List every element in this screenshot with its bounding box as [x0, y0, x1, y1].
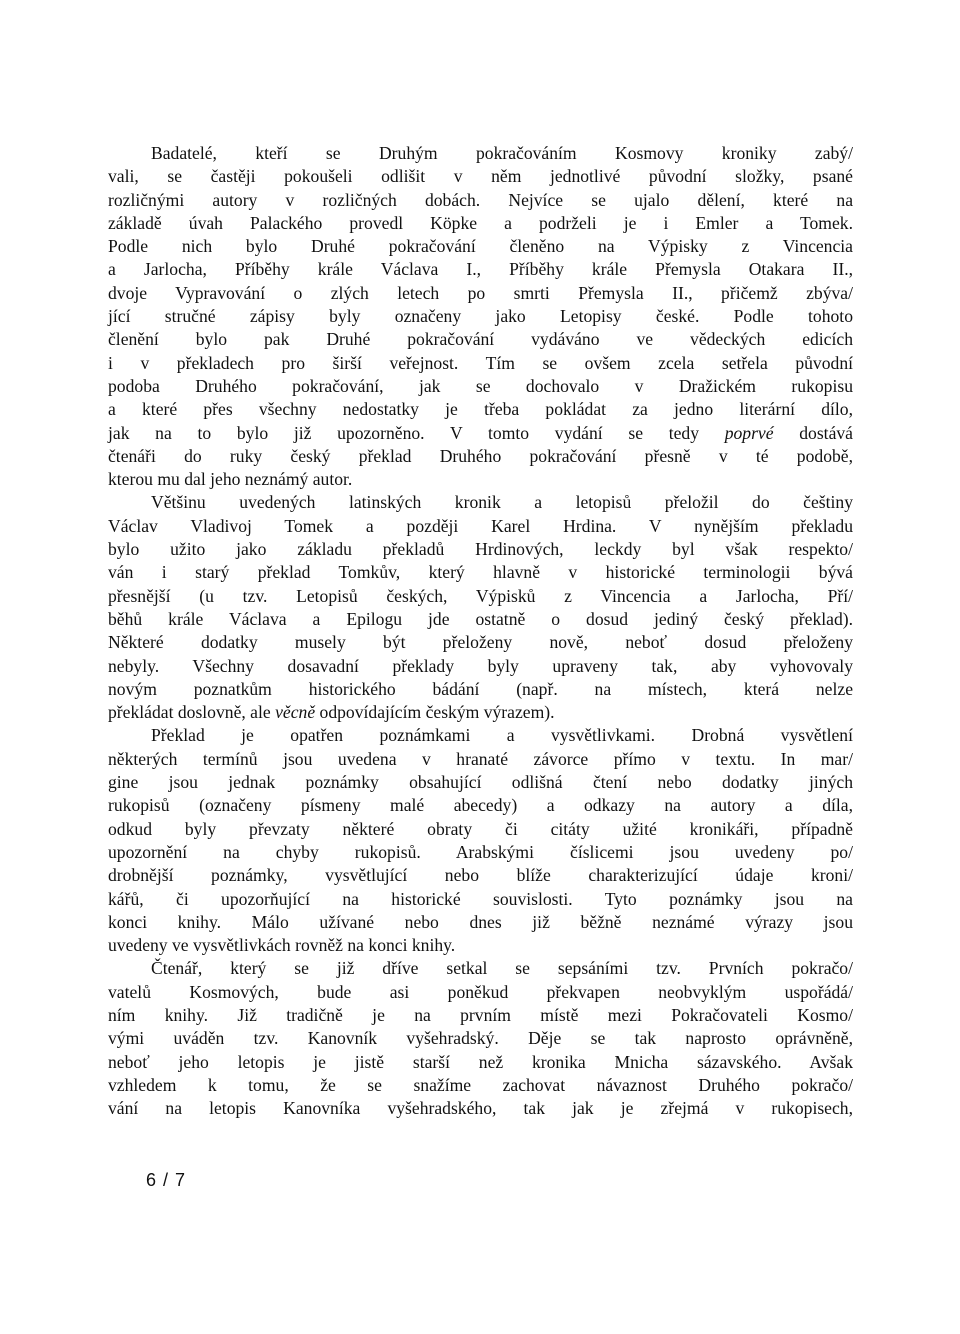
paragraph4-line: vání na letopis Kanovníka vyšehradského, tak jak je zřejmá v rukopisech,: [108, 1098, 853, 1119]
paragraph2-line: Václav Vladivoj Tomek a později Karel Hrdina. V nynějším překladu: [108, 515, 853, 536]
paragraph1-line: vali, se častěji pokoušeli odlišit v něm jednotlivé původní složky, psané: [108, 166, 853, 187]
paragraph4-line: vatelů Kosmových, bude asi poněkud překvapen neobvyklým uspořádá/: [108, 981, 853, 1002]
paragraph2-line: nebyly. Všechny dosavadní překlady byly upraveny tak, aby vyhovovaly: [108, 655, 853, 676]
text-run: dostává: [773, 422, 853, 443]
text-run: odpovídajícím českým výrazem).: [315, 702, 555, 723]
paragraph1-line: základě úvah Palackého provedl Köpke a podrželi je i Emler a Tomek.: [108, 212, 853, 233]
paragraph3-line: konci knihy. Málo užívané nebo dnes již běžně neznámé výrazy jsou: [108, 911, 853, 932]
italic-emphasis: poprvé: [724, 422, 774, 443]
paragraph1-line: dvoje Vypravování o zlých letech po smrti Přemysla II., přičemž zbýva/: [108, 282, 853, 303]
paragraph1-line: i v překladech pro širší veřejnost. Tím se ovšem zcela setřela původní: [108, 352, 853, 373]
paragraph2-line: Některé dodatky musely být přeloženy nově, neboť dosud přeloženy: [108, 632, 853, 653]
paragraph2-line: bylo užito jako základu překladů Hrdinových, leckdy byl však respekto/: [108, 539, 853, 560]
paragraph2-line: Většinu uvedených latinských kronik a letopisů přeložil do češtiny: [151, 492, 853, 513]
paragraph3-line: gine jsou jednak poznámky obsahující odlišná čtení nebo dodatky jiných: [108, 772, 853, 793]
paragraph4-line: Čtenář, který se již dříve setkal se sepsáními tzv. Prvních pokračo/: [151, 958, 853, 979]
paragraph1-line: podoba Druhého pokračování, jak se dochovalo v Dražickém rukopisu: [108, 375, 853, 396]
paragraph1-line: rozličnými autory v rozličných dobách. Nejvíce se ujalo dělení, které na: [108, 189, 853, 210]
paragraph3-line: některých termínů jsou uvedena v hranaté závorce přímo v textu. In mar/: [108, 748, 853, 769]
paragraph3-line: uvedeny ve vysvětlivkách rovněž na konci knihy.: [108, 935, 456, 956]
paragraph4-line: neboť jeho letopis je jistě starší než kronika Mnicha sázavského. Avšak: [108, 1051, 853, 1072]
paragraph4-line: vými uváděn tzv. Kanovník vyšehradský. Děje se tak naprosto oprávněně,: [108, 1028, 853, 1049]
paragraph2-line: přesnější (u tzv. Letopisů českých, Výpisků z Vincencia a Jarlocha, Pří/: [108, 585, 853, 606]
paragraph3-line: drobnější poznámky, vysvětlující nebo blíže charakterizující údaje kroni/: [108, 865, 853, 886]
text-run: překládat doslovně, ale: [108, 702, 276, 723]
paragraph1-line: kterou mu dal jeho neznámý autor.: [108, 469, 353, 490]
paragraph4-line: vzhledem k tomu, že se snažíme zachovat návaznost Druhého pokračo/: [108, 1074, 853, 1095]
paragraph4-line: ním knihy. Již tradičně je na prvním místě mezi Pokračovateli Kosmo/: [108, 1004, 853, 1025]
paragraph1-line: čtenáři do ruky český překlad Druhého pokračování přesně v té podobě,: [108, 445, 853, 466]
paragraph2-line: novým poznatkům historického bádání (např. na místech, která nelze: [108, 678, 853, 699]
paragraph1-line: [108, 422, 853, 445]
paragraph3-line: Překlad je opatřen poznámkami a vysvětlivkami. Drobná vysvětlení: [151, 725, 853, 746]
paragraph3-line: odkud byly převzaty některé obraty či citáty užité kronikáři, případně: [108, 818, 853, 839]
italic-emphasis: věcně: [275, 702, 316, 723]
paragraph2-line: [108, 701, 853, 724]
paragraph3-line: upozornění na chyby rukopisů. Arabskými číslicemi jsou uvedeny po/: [108, 841, 853, 862]
paragraph2-line: běhů krále Václava a Epilogu jde ostatně o dosud jediný český překlad).: [108, 608, 853, 629]
paragraph3-line: rukopisů (označeny písmeny malé abecedy) a odkazy na autory a díla,: [108, 795, 853, 816]
paragraph1-line: Podle nich bylo Druhé pokračování členěno na Výpisky z Vincencia: [108, 236, 853, 257]
paragraph1-line: a Jarlocha, Příběhy krále Václava I., Příběhy krále Přemysla Otakara II.,: [108, 259, 853, 280]
paragraph1-line: a které přes všechny nedostatky je třeba pokládat za jedno literární dílo,: [108, 399, 853, 420]
paragraph3-line: kářů, či upozorňující na historické souvislosti. Tyto poznámky jsou na: [108, 888, 853, 909]
paragraph1-line: Badatelé, kteří se Druhým pokračováním Kosmovy kroniky zabý/: [151, 143, 853, 163]
text-run: jak na to bylo již upozorněno. V tomto vydání se tedy: [108, 422, 725, 443]
page-number: 6 / 7: [146, 1170, 187, 1190]
paragraph1-line: jící stručné zápisy byly označeny jako Letopisy české. Podle tohoto: [108, 306, 853, 327]
paragraph1-line: členění bylo pak Druhé pokračování vydáváno ve vědeckých edicích: [108, 329, 853, 350]
body-text: [108, 142, 853, 1120]
paragraph2-line: ván i starý překlad Tomkův, který hlavně v historické terminologii bývá: [108, 562, 853, 583]
